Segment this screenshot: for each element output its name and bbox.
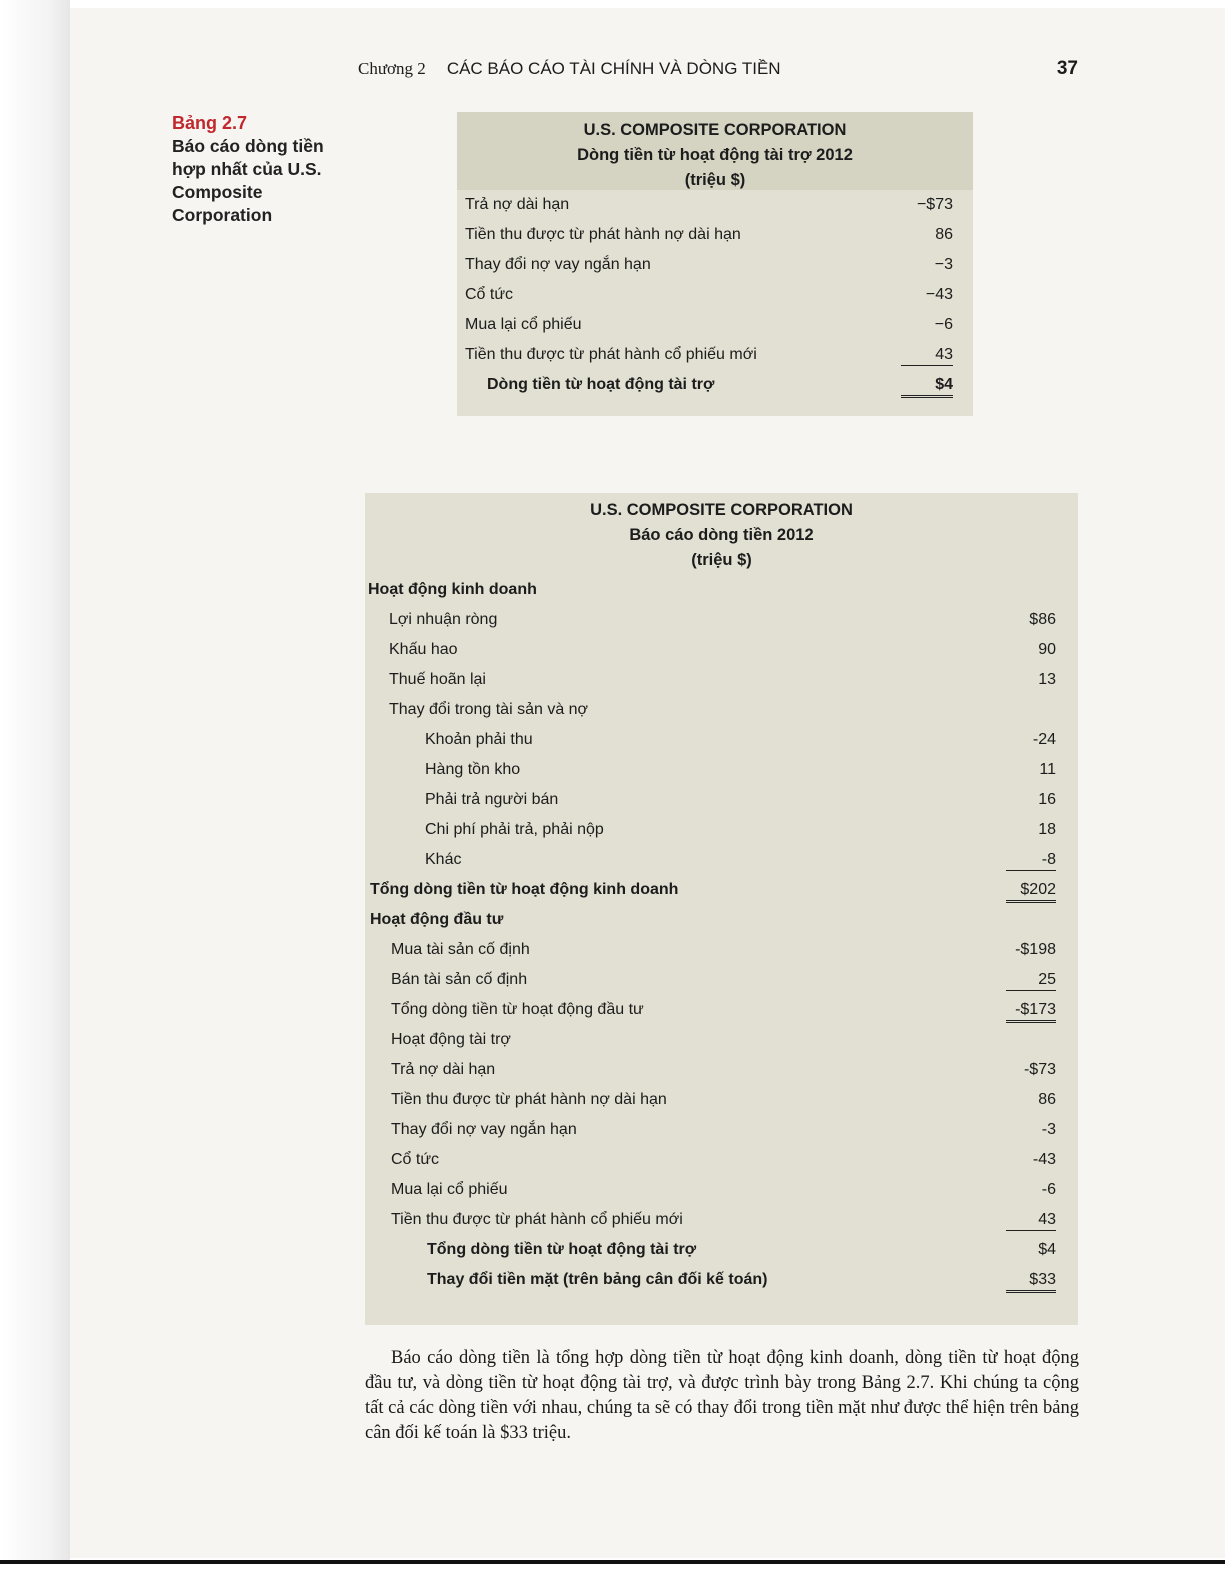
section-heading: Hoạt động tài trợ — [391, 1031, 511, 1048]
scan-margin — [0, 1564, 1225, 1585]
table2-header — [365, 493, 1078, 575]
table-row: Chi phí phải trả, phải nộp 18 — [425, 821, 1056, 838]
table-row: Tiền thu được từ phát hành nợ dài hạn 86 — [465, 226, 953, 243]
table-row: Trả nợ dài hạn -$73 — [391, 1061, 1056, 1078]
table-row: Phải trả người bán 16 — [425, 791, 1056, 808]
table-total-row: Tổng dòng tiền từ hoạt động tài trợ $4 — [427, 1241, 1056, 1258]
table-row: Cổ tức −43 — [465, 286, 953, 303]
financing-cash-flow-table — [457, 112, 973, 416]
chapter-title: CÁC BÁO CÁO TÀI CHÍNH VÀ DÒNG TIỀN — [446, 59, 781, 78]
table-total-row: Tổng dòng tiền từ hoạt động kinh doanh $202 — [365, 875, 1078, 905]
chapter-label: Chương 2 — [358, 59, 426, 78]
table1-title: U.S. COMPOSITE CORPORATION — [583, 121, 847, 139]
table-row: Bán tài sản cố định 25 — [365, 965, 1078, 995]
table-row: Hàng tồn kho 11 — [425, 761, 1056, 778]
table-total-row: Thay đổi tiền mặt (trên bảng cân đối kế toán) $33 — [365, 1265, 1078, 1295]
page-left-edge — [0, 0, 70, 1585]
table-row: Trả nợ dài hạn −$73 — [465, 196, 953, 213]
table-row: Mua tài sản cố định -$198 — [391, 941, 1056, 958]
table1-unit: (triệu $) — [684, 171, 746, 189]
table-row: Thay đổi trong tài sản và nợ — [389, 701, 589, 718]
caption-number: Bảng 2.7 — [172, 113, 248, 133]
running-head — [358, 58, 1078, 88]
section-heading: Hoạt động kinh doanh — [368, 581, 537, 598]
table2-subtitle: Báo cáo dòng tiền 2012 — [629, 526, 814, 544]
section-heading: Hoạt động đầu tư — [370, 911, 504, 928]
paragraph-text: Báo cáo dòng tiền là tổng hợp dòng tiền từ hoạt động kinh doanh, dòng tiền từ hoạt động đầu tư, và dòng tiền từ hoạt động tài trợ, và được trình bày trong Bảng 2.7. Khi chúng ta cộng tất cả các dòng tiền với nhau, chúng ta sẽ có thay đổi trong tiền mặt như được thể hiện trên bảng cân đối kế toán là $33 triệu. — [365, 1348, 1079, 1443]
table-row: Cổ tức -43 — [391, 1151, 1056, 1168]
table-row: Khoản phải thu -24 — [425, 731, 1056, 748]
table2-title: U.S. COMPOSITE CORPORATION — [590, 501, 853, 519]
table-row: Tổng dòng tiền từ hoạt động đầu tư -$173 — [365, 995, 1078, 1025]
table-row: Mua lại cổ phiếu -6 — [391, 1181, 1056, 1198]
table-row: Tiền thu được từ phát hành nợ dài hạn 86 — [391, 1091, 1056, 1108]
table-row: Thay đổi nợ vay ngắn hạn -3 — [391, 1121, 1056, 1138]
table-row: Khác -8 — [365, 845, 1078, 875]
page-number: 37 — [1056, 58, 1078, 79]
table-row: Khấu hao 90 — [389, 641, 1056, 658]
table-caption — [172, 112, 352, 227]
table-row: Tiền thu được từ phát hành cổ phiếu mới 43 — [457, 340, 973, 370]
table-row: Tiền thu được từ phát hành cổ phiếu mới 43 — [365, 1205, 1078, 1235]
table-row: Mua lại cổ phiếu −6 — [465, 316, 953, 333]
table-row: Thay đổi nợ vay ngắn hạn −3 — [465, 256, 953, 273]
table-row: Lợi nhuận ròng $86 — [389, 611, 1056, 628]
table1-header — [457, 112, 973, 190]
body-paragraph — [365, 1346, 1079, 1446]
cash-flow-statement-table — [365, 493, 1078, 1325]
table1-subtitle: Dòng tiền từ hoạt động tài trợ 2012 — [577, 146, 853, 164]
table2-unit: (triệu $) — [691, 551, 752, 569]
caption-text: Báo cáo dòng tiền hợp nhất của U.S. Composite Corporation — [172, 136, 324, 225]
table-total-row: Dòng tiền từ hoạt động tài trợ $4 — [457, 370, 973, 400]
table-row: Thuế hoãn lại 13 — [389, 671, 1056, 688]
